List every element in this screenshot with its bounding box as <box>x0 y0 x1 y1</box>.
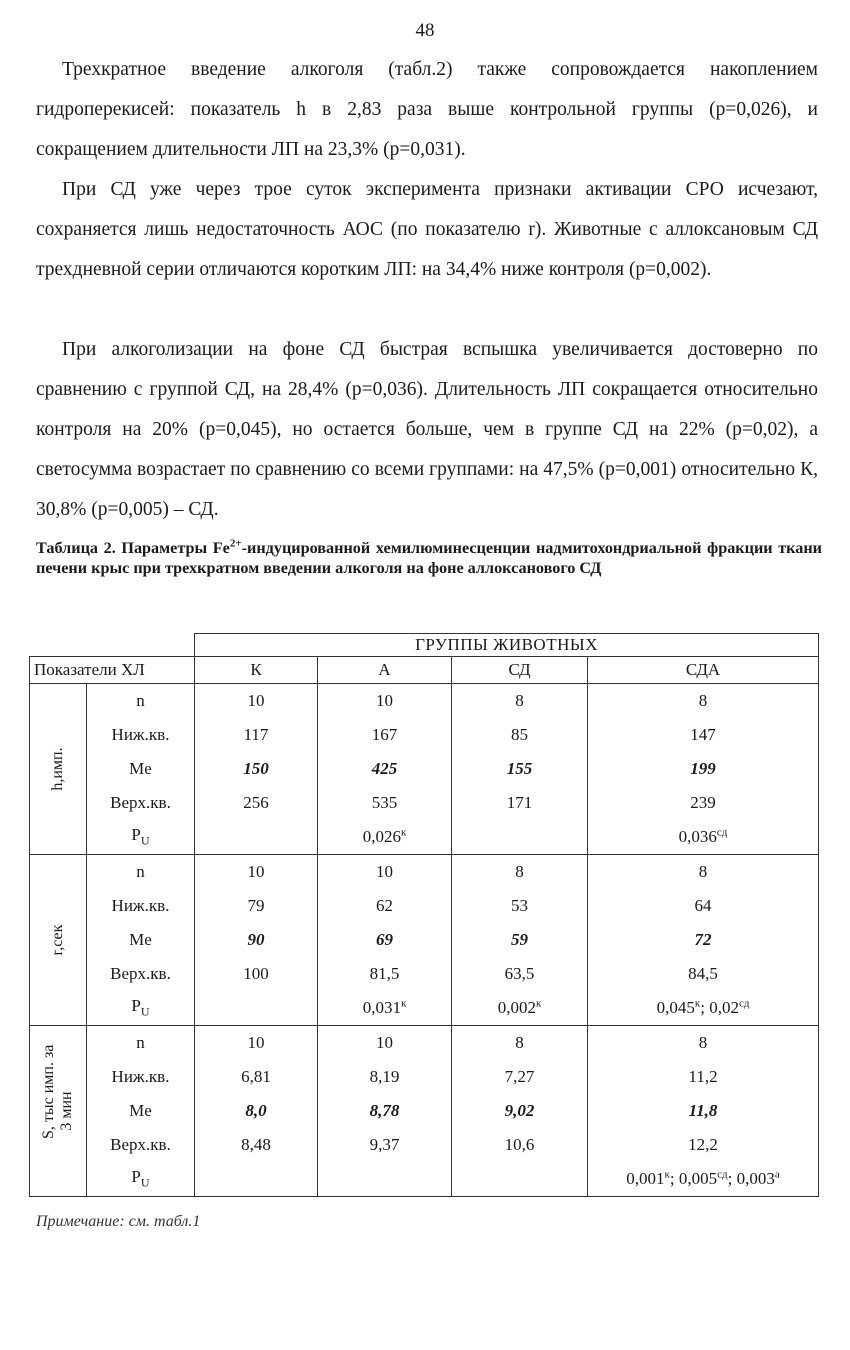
cell-n-sda: 8 <box>588 1026 819 1061</box>
row-label-median: Me <box>87 1094 195 1128</box>
p-label: P <box>131 1167 141 1187</box>
cell-median-a: 8,78 <box>318 1094 452 1128</box>
row-label-lower-quartile: Ниж.кв. <box>87 718 195 752</box>
significance-marker: к <box>400 997 407 1010</box>
row-label-n: n <box>87 855 195 890</box>
cell-median-a: 425 <box>318 752 452 786</box>
groups-header: ГРУППЫ ЖИВОТНЫХ <box>195 634 819 657</box>
cell-lower-quartile-a: 167 <box>318 718 452 752</box>
table-row <box>30 786 819 820</box>
row-label-p-value <box>87 820 195 855</box>
table-caption <box>36 538 822 578</box>
caption-text-end: -индуцированной хемилюминесценции надмитохондриальной фракции ткани печени крыс при трехкратном введении алкоголя на фоне аллоксанового СД <box>36 539 822 577</box>
section-label: r,сек <box>30 855 87 1026</box>
row-label-lower-quartile: Ниж.кв. <box>87 1060 195 1094</box>
p-label-subscript: U <box>140 833 150 848</box>
row-label-p-value <box>87 991 195 1026</box>
table-row <box>30 1094 819 1128</box>
cell-n-k: 10 <box>195 684 318 719</box>
cell-p-value-a <box>318 991 452 1026</box>
cell-median-sda: 199 <box>588 752 819 786</box>
cell-lower-quartile-k: 79 <box>195 889 318 923</box>
cell-p-value-k <box>195 1162 318 1197</box>
p-label-subscript: U <box>140 1175 150 1190</box>
cell-n-sd: 8 <box>452 1026 588 1061</box>
table-row <box>30 923 819 957</box>
cell-lower-quartile-sda: 11,2 <box>588 1060 819 1094</box>
p-value-text: 0,001 <box>626 1169 665 1188</box>
cell-upper-quartile-sda: 84,5 <box>588 957 819 991</box>
row-label-upper-quartile: Верх.кв. <box>87 957 195 991</box>
cell-p-value-sd <box>452 1162 588 1197</box>
p-value-text: 0,036 <box>678 827 717 846</box>
row-label-n: n <box>87 1026 195 1061</box>
cell-p-value-k <box>195 991 318 1026</box>
caption-superscript: 2+ <box>229 537 242 550</box>
table-row <box>30 855 819 890</box>
cell-lower-quartile-k: 6,81 <box>195 1060 318 1094</box>
cell-n-a: 10 <box>318 684 452 719</box>
cell-lower-quartile-sd: 7,27 <box>452 1060 588 1094</box>
table-row <box>30 718 819 752</box>
table-row <box>30 752 819 786</box>
cell-upper-quartile-sd: 63,5 <box>452 957 588 991</box>
cell-upper-quartile-sda: 239 <box>588 786 819 820</box>
cell-median-k: 90 <box>195 923 318 957</box>
p-value-text: 0,045 <box>656 998 695 1017</box>
group-header-a: А <box>318 657 452 684</box>
cell-upper-quartile-sd: 10,6 <box>452 1128 588 1162</box>
cell-n-a: 10 <box>318 855 452 890</box>
p-label: P <box>131 996 141 1016</box>
row-label-p-value <box>87 1162 195 1197</box>
cell-median-sd: 9,02 <box>452 1094 588 1128</box>
table-row <box>30 1128 819 1162</box>
cell-median-k: 150 <box>195 752 318 786</box>
table-row <box>30 957 819 991</box>
p-label: P <box>131 825 141 845</box>
table-row <box>30 991 819 1026</box>
significance-marker: к <box>694 997 701 1010</box>
cell-median-sda: 72 <box>588 923 819 957</box>
cell-p-value-a <box>318 820 452 855</box>
table-row <box>30 1026 819 1061</box>
cell-median-sd: 59 <box>452 923 588 957</box>
cell-upper-quartile-sd: 171 <box>452 786 588 820</box>
cell-upper-quartile-a: 9,37 <box>318 1128 452 1162</box>
cell-lower-quartile-sda: 147 <box>588 718 819 752</box>
cell-upper-quartile-k: 100 <box>195 957 318 991</box>
chemiluminescence-table <box>29 633 819 1197</box>
p-value-text: ; 0,003 <box>727 1169 775 1188</box>
paragraph-1: Трехкратное введение алкоголя (табл.2) также сопровождается накоплением гидроперекисей: показатель h в 2,83 раза выше контрольной группы (р=0,026), и сокращением длительности ЛП на 23,3% (р=0,031). <box>36 59 818 160</box>
p-value-text: 0,002 <box>497 998 536 1017</box>
cell-n-k: 10 <box>195 1026 318 1061</box>
group-header-sd: СД <box>452 657 588 684</box>
cell-lower-quartile-a: 8,19 <box>318 1060 452 1094</box>
cell-median-sd: 155 <box>452 752 588 786</box>
paragraph-3: При алкоголизации на фоне СД быстрая вспышка увеличивается достоверно по сравнению с группой СД, на 28,4% (р=0,036). Длительность ЛП сокращается относительно контроля на 20% (р=0,045), но остается больше, чем в группе СД на 22% (р=0,02), а светосумма возрастает по сравнению со всеми группами: на 47,5% (р=0,001) относительно К, 30,8% (р=0,005) – СД. <box>36 339 818 520</box>
section-label-line: S, тыс имп. за <box>40 1044 57 1139</box>
cell-upper-quartile-sda: 12,2 <box>588 1128 819 1162</box>
cell-p-value-a <box>318 1162 452 1197</box>
p-value-text: ; 0,02 <box>700 998 739 1017</box>
cell-lower-quartile-sd: 53 <box>452 889 588 923</box>
paragraph-2: При СД уже через трое суток эксперимента признаки активации СРО исчезают, сохраняется лишь недостаточность АОС (по показателю r). Животные с аллоксановым СД трехдневной серии отличаются коротким ЛП: на 34,4% ниже контроля (р=0,002). <box>36 179 818 280</box>
cell-n-sda: 8 <box>588 684 819 719</box>
section-label <box>30 1026 87 1197</box>
table-row <box>30 684 819 719</box>
table-row <box>30 889 819 923</box>
cell-n-a: 10 <box>318 1026 452 1061</box>
cell-p-value-sda <box>588 991 819 1026</box>
p-value-text: 0,031 <box>362 998 401 1017</box>
table-row <box>30 1060 819 1094</box>
cell-upper-quartile-a: 535 <box>318 786 452 820</box>
cell-p-value-sda <box>588 1162 819 1197</box>
row-label-upper-quartile: Верх.кв. <box>87 1128 195 1162</box>
group-header-k: К <box>195 657 318 684</box>
cell-p-value-k <box>195 820 318 855</box>
cell-p-value-sd <box>452 820 588 855</box>
cell-median-a: 69 <box>318 923 452 957</box>
caption-text-start: Таблица 2. Параметры Fe <box>36 539 230 557</box>
page-number: 48 <box>415 20 435 41</box>
cell-lower-quartile-k: 117 <box>195 718 318 752</box>
cell-lower-quartile-sd: 85 <box>452 718 588 752</box>
section-label: h,имп. <box>30 684 87 855</box>
row-label-upper-quartile: Верх.кв. <box>87 786 195 820</box>
cell-n-k: 10 <box>195 855 318 890</box>
cell-n-sd: 8 <box>452 684 588 719</box>
cell-p-value-sd <box>452 991 588 1026</box>
row-label-median: Me <box>87 752 195 786</box>
cell-upper-quartile-k: 256 <box>195 786 318 820</box>
indicator-header: Показатели ХЛ <box>30 657 195 684</box>
significance-marker: а <box>774 1168 780 1181</box>
table-row <box>30 820 819 855</box>
significance-marker: сд <box>716 826 728 839</box>
p-value-text: ; 0,005 <box>669 1169 718 1188</box>
significance-marker: сд <box>738 997 750 1010</box>
section-label-line: 3 мин <box>58 1091 75 1131</box>
cell-upper-quartile-k: 8,48 <box>195 1128 318 1162</box>
p-label-subscript: U <box>140 1004 150 1019</box>
cell-n-sda: 8 <box>588 855 819 890</box>
row-label-lower-quartile: Ниж.кв. <box>87 889 195 923</box>
cell-lower-quartile-a: 62 <box>318 889 452 923</box>
table-row <box>30 1162 819 1197</box>
cell-p-value-sda <box>588 820 819 855</box>
row-label-n: n <box>87 684 195 719</box>
row-label-median: Me <box>87 923 195 957</box>
table-note: Примечание: см. табл.1 <box>36 1213 201 1230</box>
p-value-text: 0,026 <box>362 827 401 846</box>
group-header-sda: СДА <box>588 657 819 684</box>
significance-marker: к <box>664 1168 670 1181</box>
cell-median-sda: 11,8 <box>588 1094 819 1128</box>
cell-n-sd: 8 <box>452 855 588 890</box>
cell-median-k: 8,0 <box>195 1094 318 1128</box>
significance-marker: к <box>535 997 542 1010</box>
cell-lower-quartile-sda: 64 <box>588 889 819 923</box>
significance-marker: сд <box>717 1168 728 1181</box>
significance-marker: к <box>400 826 407 839</box>
cell-upper-quartile-a: 81,5 <box>318 957 452 991</box>
table-body <box>30 684 819 1197</box>
